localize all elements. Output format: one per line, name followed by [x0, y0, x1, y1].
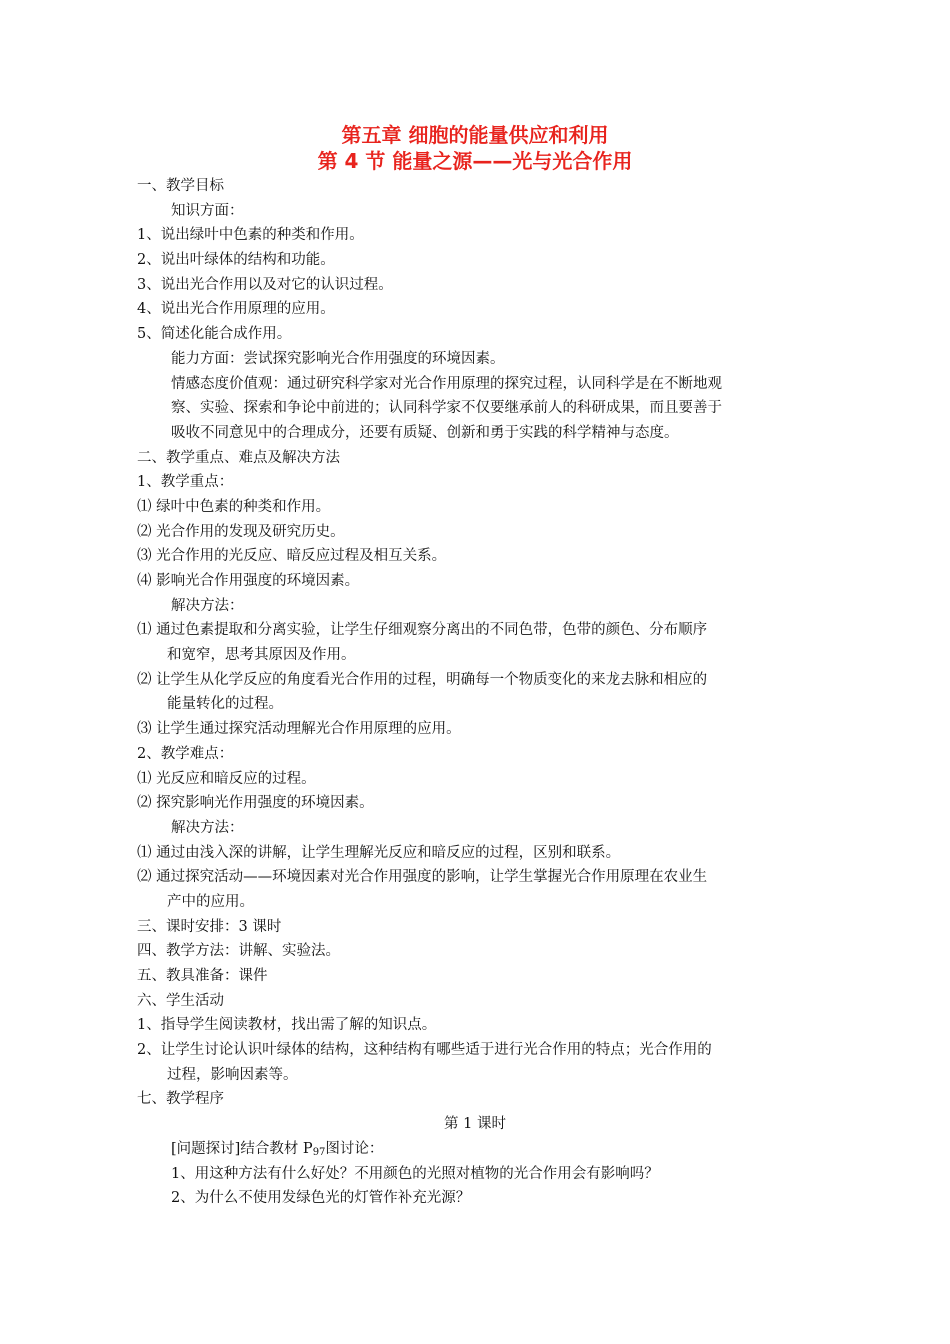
- text-line: ⑴ 光反应和暗反应的过程。: [137, 770, 316, 787]
- text-line: 产中的应用。: [167, 893, 254, 910]
- text-line: 2、说出叶绿体的结构和功能。: [137, 252, 335, 269]
- text-line: 第 1 课时: [444, 1116, 506, 1133]
- chapter-title: 第五章 细胞的能量供应和利用: [341, 123, 609, 147]
- text-line: ⑶ 光合作用的光反应、暗反应过程及相互关系。: [137, 548, 447, 565]
- discussion-question-1: 1、用这种方法有什么好处？不用颜色的光照对植物的光合作用会有影响吗？: [171, 1165, 659, 1182]
- text-line: 能力方面：尝试探究影响光合作用强度的环境因素。: [171, 350, 505, 367]
- text-line: 1、指导学生阅读教材，找出需了解的知识点。: [137, 1017, 437, 1034]
- discussion-prefix: [问题探讨]结合教材 P: [171, 1140, 313, 1157]
- body-text: [137, 174, 817, 1211]
- text-line: 解决方法：: [171, 819, 244, 836]
- text-line: 吸收不同意见中的合理成分，还要有质疑、创新和勇于实践的科学精神与态度。: [171, 424, 679, 441]
- text-line: 解决方法：: [171, 597, 244, 614]
- text-line: 七、教学程序: [137, 1091, 224, 1108]
- text-line: ⑵ 让学生从化学反应的角度看光合作用的过程，明确每一个物质变化的来龙去脉和相应的: [137, 671, 708, 688]
- discussion-intro: [137, 1137, 817, 1162]
- text-line: 和宽窄，思考其原因及作用。: [167, 647, 356, 664]
- text-line: 1、教学重点：: [137, 474, 234, 491]
- text-line: ⑵ 探究影响光作用强度的环境因素。: [137, 795, 374, 812]
- text-line: ⑴ 绿叶中色素的种类和作用。: [137, 498, 331, 515]
- discussion-page-number: 97: [312, 1146, 326, 1158]
- text-line: 4、说出光合作用原理的应用。: [137, 301, 335, 318]
- text-line: 1、说出绿叶中色素的种类和作用。: [137, 227, 364, 244]
- text-line: ⑷ 影响光合作用强度的环境因素。: [137, 573, 360, 589]
- text-line: 2、让学生讨论认识叶绿体的结构，这种结构有哪些适于进行光合作用的特点；光合作用的: [137, 1042, 712, 1059]
- text-line: 知识方面：: [171, 202, 244, 219]
- text-line: ⑴ 通过色素提取和分离实验，让学生仔细观察分离出的不同色带，色带的颜色、分布顺序: [137, 622, 708, 639]
- text-line: 情感态度价值观：通过研究科学家对光合作用原理的探究过程，认同科学是在不断地观: [171, 375, 722, 392]
- text-line: 过程，影响因素等。: [167, 1066, 298, 1083]
- text-line: 二、教学重点、难点及解决方法: [137, 449, 340, 466]
- section-title: 第 4 节 能量之源——光与光合作用: [317, 149, 633, 173]
- text-line: 3、说出光合作用以及对它的认识过程。: [137, 276, 393, 293]
- text-line: ⑵ 光合作用的发现及研究历史。: [137, 523, 345, 540]
- discussion-suffix: 图讨论：: [325, 1140, 384, 1157]
- text-line: 5、简述化能合成作用。: [137, 326, 292, 343]
- text-lines: [137, 174, 817, 1137]
- text-line: ⑶ 让学生通过探究活动理解光合作用原理的应用。: [137, 721, 461, 738]
- text-line: 能量转化的过程。: [167, 696, 283, 713]
- text-line: 六、学生活动: [137, 992, 224, 1009]
- text-line: 一、教学目标: [137, 178, 224, 194]
- text-line: 2、教学难点：: [137, 745, 234, 762]
- text-line: 四、教学方法：讲解、实验法。: [137, 943, 340, 960]
- text-line: ⑵ 通过探究活动——环境因素对光合作用强度的影响，让学生掌握光合作用原理在农业生: [137, 869, 708, 886]
- text-line: ⑴ 通过由浅入深的讲解，让学生理解光反应和暗反应的过程，区别和联系。: [137, 844, 621, 861]
- text-line: 五、教具准备：课件: [137, 968, 268, 984]
- text-line: 三、课时安排：3 课时: [137, 918, 282, 935]
- discussion-question-2: 2、为什么不使用发绿色光的灯管作补充光源？: [171, 1190, 471, 1207]
- text-line: 察、实验、探索和争论中前进的；认同科学家不仅要继承前人的科研成果，而且要善于: [171, 400, 722, 417]
